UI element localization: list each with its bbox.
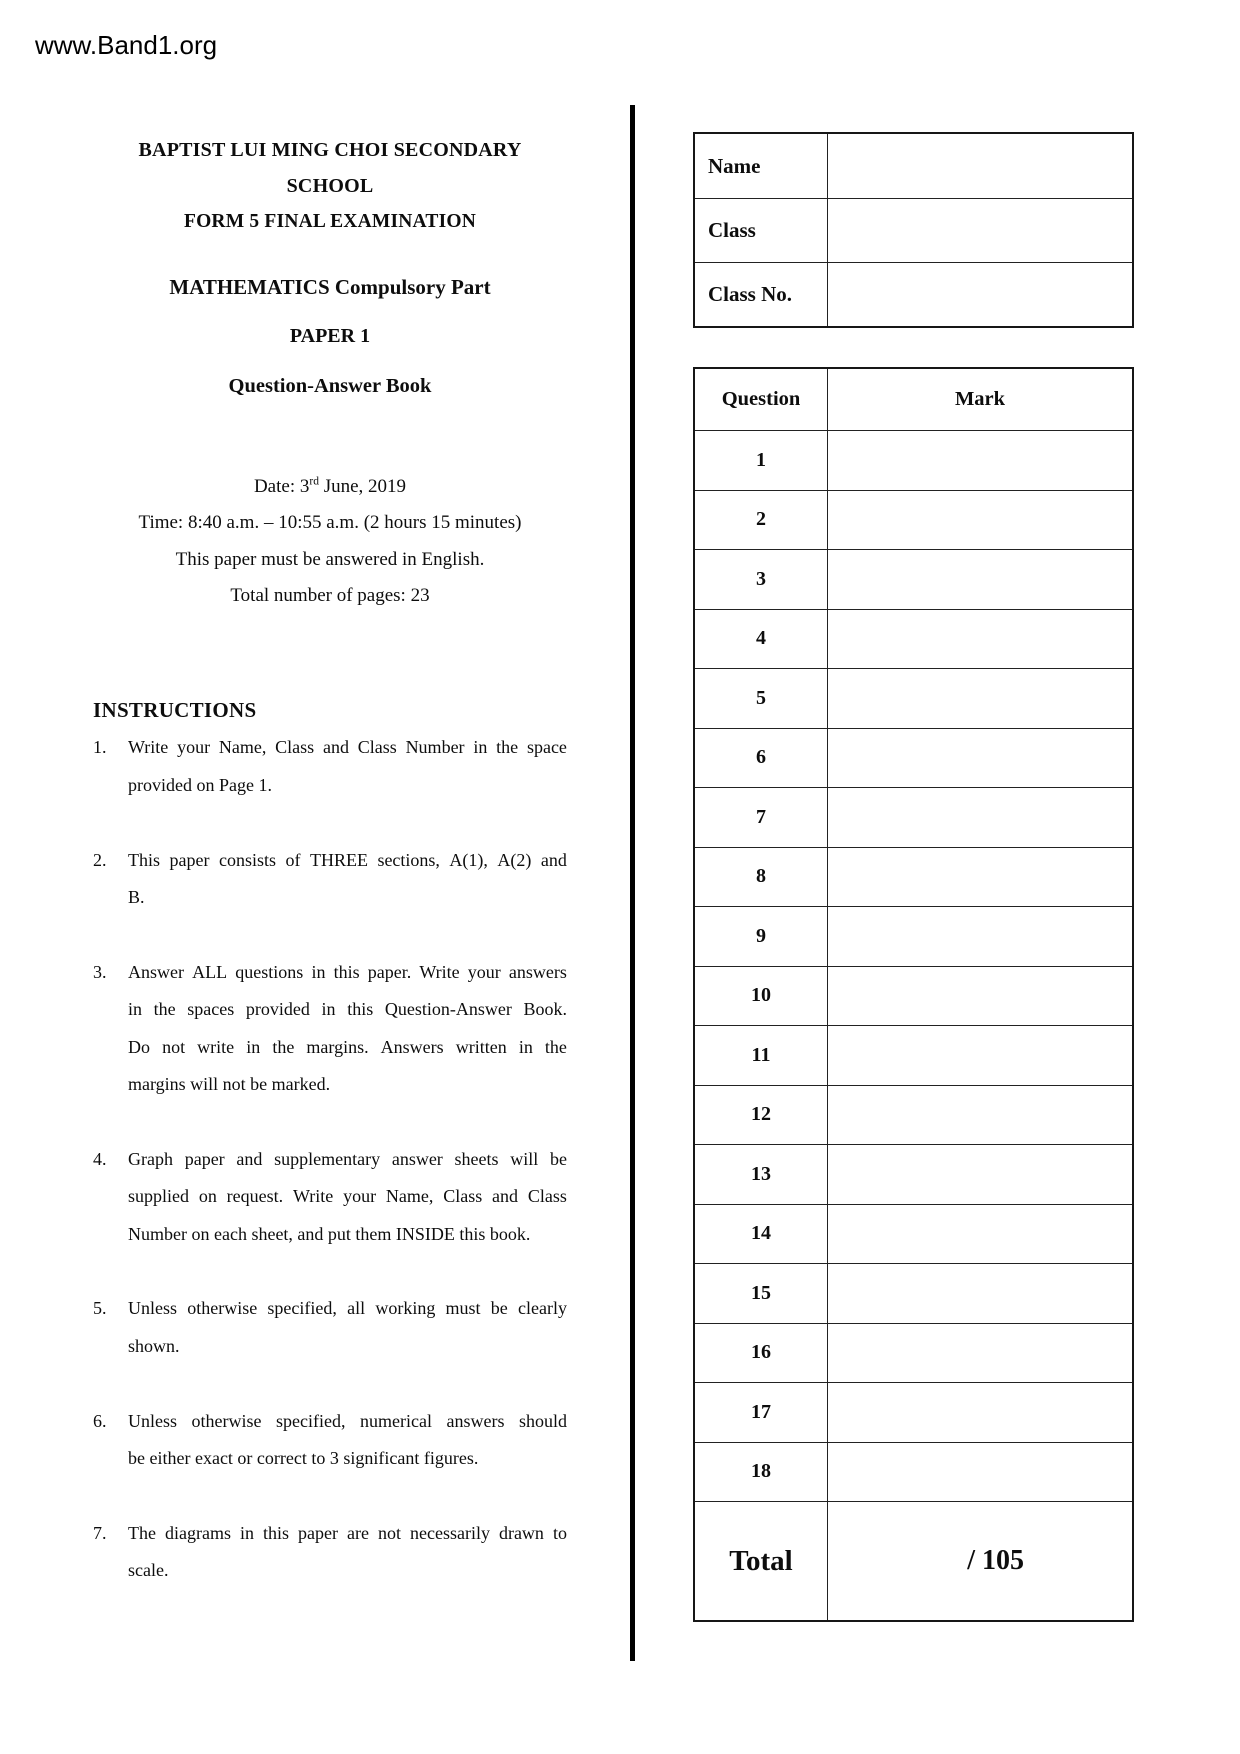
instruction-line: The diagrams in this paper are not necessarily drawn to xyxy=(128,1522,567,1543)
question-column-header: Question xyxy=(721,388,801,410)
question-number-cell: 18 xyxy=(695,1442,827,1502)
student-info-table xyxy=(693,132,1134,328)
mark-cell xyxy=(827,966,1132,1026)
question-number-cell: 12 xyxy=(695,1085,827,1145)
instruction-number: 7. xyxy=(93,1522,107,1543)
mark-cell xyxy=(827,609,1132,669)
instruction-text xyxy=(128,1141,567,1253)
mark-cell xyxy=(827,1204,1132,1264)
vertical-divider xyxy=(630,105,635,1661)
mark-cell xyxy=(827,906,1132,966)
question-number-cell: 6 xyxy=(695,728,827,788)
student-label-cell: Class xyxy=(695,198,827,262)
question-number-cell: 2 xyxy=(695,490,827,550)
mark-cell xyxy=(827,728,1132,788)
question-number-cell: 4 xyxy=(695,609,827,669)
student-label-cell: Class No. xyxy=(695,262,827,326)
instruction-number: 6. xyxy=(93,1410,107,1431)
instruction-line: Graph paper and supplementary answer sheets will be xyxy=(128,1148,567,1169)
instruction-number: 4. xyxy=(93,1148,107,1169)
mark-column-header: Mark xyxy=(827,369,1132,430)
instruction-line: Write your Name, Class and Class Number in the space xyxy=(128,737,567,758)
school-name: BAPTIST LUI MING CHOI SECONDARY SCHOOL xyxy=(138,139,522,197)
question-number-cell: 8 xyxy=(695,847,827,907)
instruction-text xyxy=(128,1515,567,1590)
instruction-line: provided on Page 1. xyxy=(128,774,272,795)
instruction-line: B. xyxy=(128,887,145,908)
instruction-item xyxy=(93,1141,567,1253)
mark-cell xyxy=(827,490,1132,550)
question-number-cell: 7 xyxy=(695,787,827,847)
instruction-line: in the spaces provided in this Question-Answer Book. xyxy=(128,999,567,1020)
question-number-cell: 9 xyxy=(695,906,827,966)
student-value-cell xyxy=(827,198,1132,262)
exam-name: FORM 5 FINAL EXAMINATION xyxy=(183,211,477,232)
total-label-cell: Total xyxy=(695,1501,827,1620)
question-number-cell: 1 xyxy=(695,430,827,490)
instruction-line: Unless otherwise specified, numerical answers should xyxy=(128,1410,567,1431)
instruction-number: 3. xyxy=(93,961,107,982)
question-number-cell: 3 xyxy=(695,549,827,609)
mark-cell xyxy=(827,1144,1132,1204)
question-number-cell: 11 xyxy=(695,1025,827,1085)
instruction-item xyxy=(93,729,567,804)
instruction-text xyxy=(128,842,567,917)
subject-title: MATHEMATICS Compulsory Part xyxy=(169,275,491,299)
instruction-line: Unless otherwise specified, all working must be clearly xyxy=(128,1298,567,1319)
student-value-cell xyxy=(827,262,1132,326)
mark-cell xyxy=(827,549,1132,609)
mark-cell xyxy=(827,787,1132,847)
question-number-cell: 17 xyxy=(695,1382,827,1442)
paper-title-block xyxy=(110,263,550,411)
instruction-item xyxy=(93,1290,567,1365)
instruction-text xyxy=(128,1290,567,1365)
exam-meta-block xyxy=(110,469,550,615)
question-number-cell: 10 xyxy=(695,966,827,1026)
instruction-line: This paper consists of THREE sections, A(1), A(2) and xyxy=(128,849,567,870)
instructions-list xyxy=(93,729,567,1589)
mark-cell xyxy=(827,1382,1132,1442)
book-title: Question-Answer Book xyxy=(228,374,432,397)
instruction-line: scale. xyxy=(128,1560,169,1581)
instruction-line: shown. xyxy=(128,1335,180,1356)
student-label-cell: Name xyxy=(708,153,761,178)
paper-number: PAPER 1 xyxy=(289,325,371,348)
question-number-cell: 15 xyxy=(695,1263,827,1323)
date-ordinal-superscript: rd xyxy=(309,475,319,488)
mark-cell xyxy=(827,1263,1132,1323)
mark-cell xyxy=(827,1085,1132,1145)
instruction-item xyxy=(93,1515,567,1590)
instruction-line: margins will not be marked. xyxy=(128,1074,331,1095)
question-number-cell: 13 xyxy=(695,1144,827,1204)
instruction-line: be either exact or correct to 3 significant figures. xyxy=(128,1448,479,1469)
language-note: This paper must be answered in English. xyxy=(175,548,485,570)
instructions-section xyxy=(93,692,567,1590)
mark-cell xyxy=(827,1025,1132,1085)
total-value-cell: / 105 xyxy=(827,1501,1132,1620)
instruction-text xyxy=(128,954,567,1104)
site-watermark: www.Band1.org xyxy=(35,30,218,60)
instruction-line: Answer ALL questions in this paper. Write your answers xyxy=(128,961,567,982)
pages-note: Total number of pages: 23 xyxy=(230,585,430,607)
mark-cell xyxy=(827,1323,1132,1383)
mark-cell xyxy=(827,847,1132,907)
instruction-text xyxy=(128,1403,567,1478)
instruction-number: 5. xyxy=(93,1298,107,1319)
instruction-text xyxy=(128,729,567,804)
instruction-number: 1. xyxy=(93,737,107,758)
question-number-cell: 16 xyxy=(695,1323,827,1383)
mark-cell xyxy=(827,668,1132,728)
question-number-cell: 5 xyxy=(695,668,827,728)
instruction-line: supplied on request. Write your Name, Class and Class xyxy=(128,1186,567,1207)
student-value-cell xyxy=(827,134,1132,198)
instruction-line: Number on each sheet, and put them INSIDE this book. xyxy=(128,1223,531,1244)
instruction-item xyxy=(93,1403,567,1478)
mark-cell xyxy=(827,430,1132,490)
instruction-line: Do not write in the margins. Answers written in the xyxy=(128,1036,567,1057)
exam-date: Date: 3rd June, 2019 xyxy=(253,475,407,497)
instructions-title: INSTRUCTIONS xyxy=(93,698,257,722)
instruction-item xyxy=(93,842,567,917)
question-number-cell: 14 xyxy=(695,1204,827,1264)
mark-cell xyxy=(827,1442,1132,1502)
instruction-number: 2. xyxy=(93,849,107,870)
question-mark-table xyxy=(693,367,1134,1622)
exam-time: Time: 8:40 a.m. – 10:55 a.m. (2 hours 15 minutes) xyxy=(138,512,522,534)
instruction-item xyxy=(93,954,567,1104)
school-header xyxy=(110,132,550,240)
